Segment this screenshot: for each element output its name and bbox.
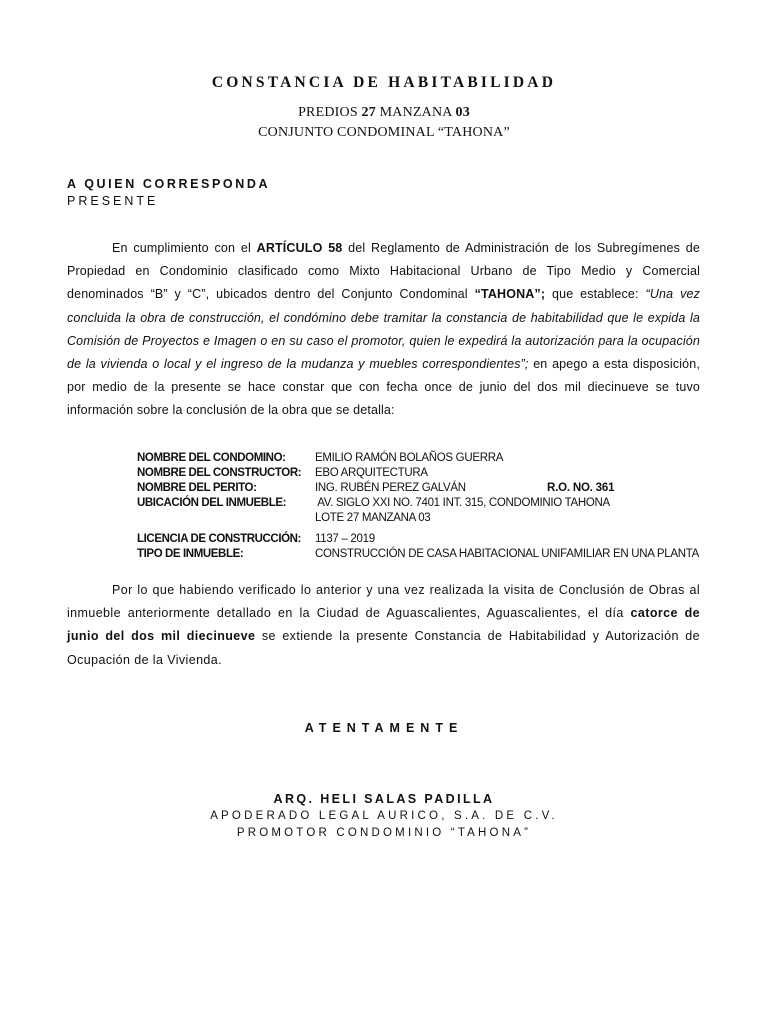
detail-row-constructor [137, 466, 697, 481]
paragraph-text: en apego a esta disposición, por medio de la presente se hace constar que con fecha once de junio del dos mil diecinueve se tuvo información sobre la conclusión de la obra que se detalla: [67, 357, 700, 418]
presente-label: PRESENTE [67, 194, 159, 208]
article-reference: ARTÍCULO 58 [256, 241, 343, 255]
tipo-value: CONSTRUCCIÓN DE CASA HABITACIONAL UNIFAMILIAR EN UNA PLANTA [315, 548, 700, 560]
tipo-label: TIPO DE INMUEBLE: [137, 548, 244, 560]
constructor-value: EBO ARQUITECTURA [315, 467, 428, 479]
subtitle-predios-text: PREDIOS [298, 105, 362, 120]
perito-ro-number: R.O. NO. 361 [547, 482, 615, 494]
predio-number: 27 [361, 105, 376, 120]
detail-row-ubicacion [137, 496, 697, 511]
document-title: CONSTANCIA DE HABITABILIDAD [211, 74, 557, 91]
manzana-number: 03 [455, 105, 470, 120]
subtitle-manzana-text: MANZANA [375, 105, 456, 120]
body-paragraph-1 [67, 237, 700, 423]
ubicacion-label: UBICACIÓN DEL INMUEBLE: [137, 497, 287, 509]
addressee: A QUIEN CORRESPONDA [67, 177, 271, 191]
issue-date: catorce de junio del dos mil diecinueve [67, 606, 701, 644]
detail-row-condominio [137, 451, 697, 466]
constructor-label: NOMBRE DEL CONSTRUCTOR: [137, 467, 302, 479]
paragraph-text: del Reglamento de Administración de los Subregímenes de Propiedad en Condominio clasificado como Mixto Habitacional Urbano de Tipo Medio y Comercial denominados “B” y “C”, ubicados dentro del Conjunto Condominal [67, 241, 700, 302]
regulation-quote: “Una vez concluida la obra de construcción, el condómino debe tramitar la constancia de habitabilidad que le expida la Comisión de Proyectos e Imagen o en su caso el promotor, quien le expedirá la autorización para la ocupación de la vivienda o local y el ingreso de la mudanza y muebles correspondientes”; [67, 287, 700, 372]
paragraph-text: En cumplimiento con el [112, 241, 257, 255]
condominium-name: “TAHONA”; [474, 287, 546, 302]
detail-row-tipo [137, 547, 700, 562]
ubicacion-value: AV. SIGLO XXI NO. 7401 INT. 315, CONDOMINIO TAHONA [315, 497, 610, 509]
signatory-name: ARQ. HELI SALAS PADILLA [273, 792, 495, 806]
closing-atentamente: ATENTAMENTE [304, 721, 464, 735]
body-paragraph-2 [67, 579, 700, 672]
paragraph-text: que establece: [545, 287, 646, 302]
detail-row-perito [137, 481, 697, 496]
condominio-label: NOMBRE DEL CONDOMINO: [137, 452, 286, 464]
paragraph-text: Por lo que habiendo verificado lo anterior y una vez realizada la visita de Conclusión de Obras al inmueble anteriormente detallado en la Ciudad de Aguascalientes, Aguascalientes, el día [67, 583, 700, 621]
condominio-value: EMILIO RAMÓN BOLAÑOS GUERRA [315, 452, 504, 464]
ubicacion-value-2: LOTE 27 MANZANA 03 [315, 512, 431, 524]
detail-row-ubicacion-2 [137, 511, 697, 526]
subtitle-line-2: CONJUNTO CONDOMINAL “TAHONA” [258, 125, 510, 140]
perito-label: NOMBRE DEL PERITO: [137, 482, 257, 494]
signatory-title: APODERADO LEGAL AURICO, S.A. DE C.V. [210, 810, 558, 822]
licencia-value: 1137 – 2019 [315, 533, 375, 545]
subtitle-line-1 [0, 105, 768, 121]
paragraph-text: se extiende la presente Constancia de Habitabilidad y Autorización de Ocupación de la Vivienda. [67, 629, 701, 667]
property-details [137, 451, 700, 562]
perito-value: ING. RUBÉN PEREZ GALVÁN [315, 482, 466, 494]
detail-row-licencia [137, 532, 697, 547]
licencia-label: LICENCIA DE CONSTRUCCIÓN: [137, 533, 301, 545]
signatory-role: PROMOTOR CONDOMINIO “TAHONA” [236, 827, 532, 839]
